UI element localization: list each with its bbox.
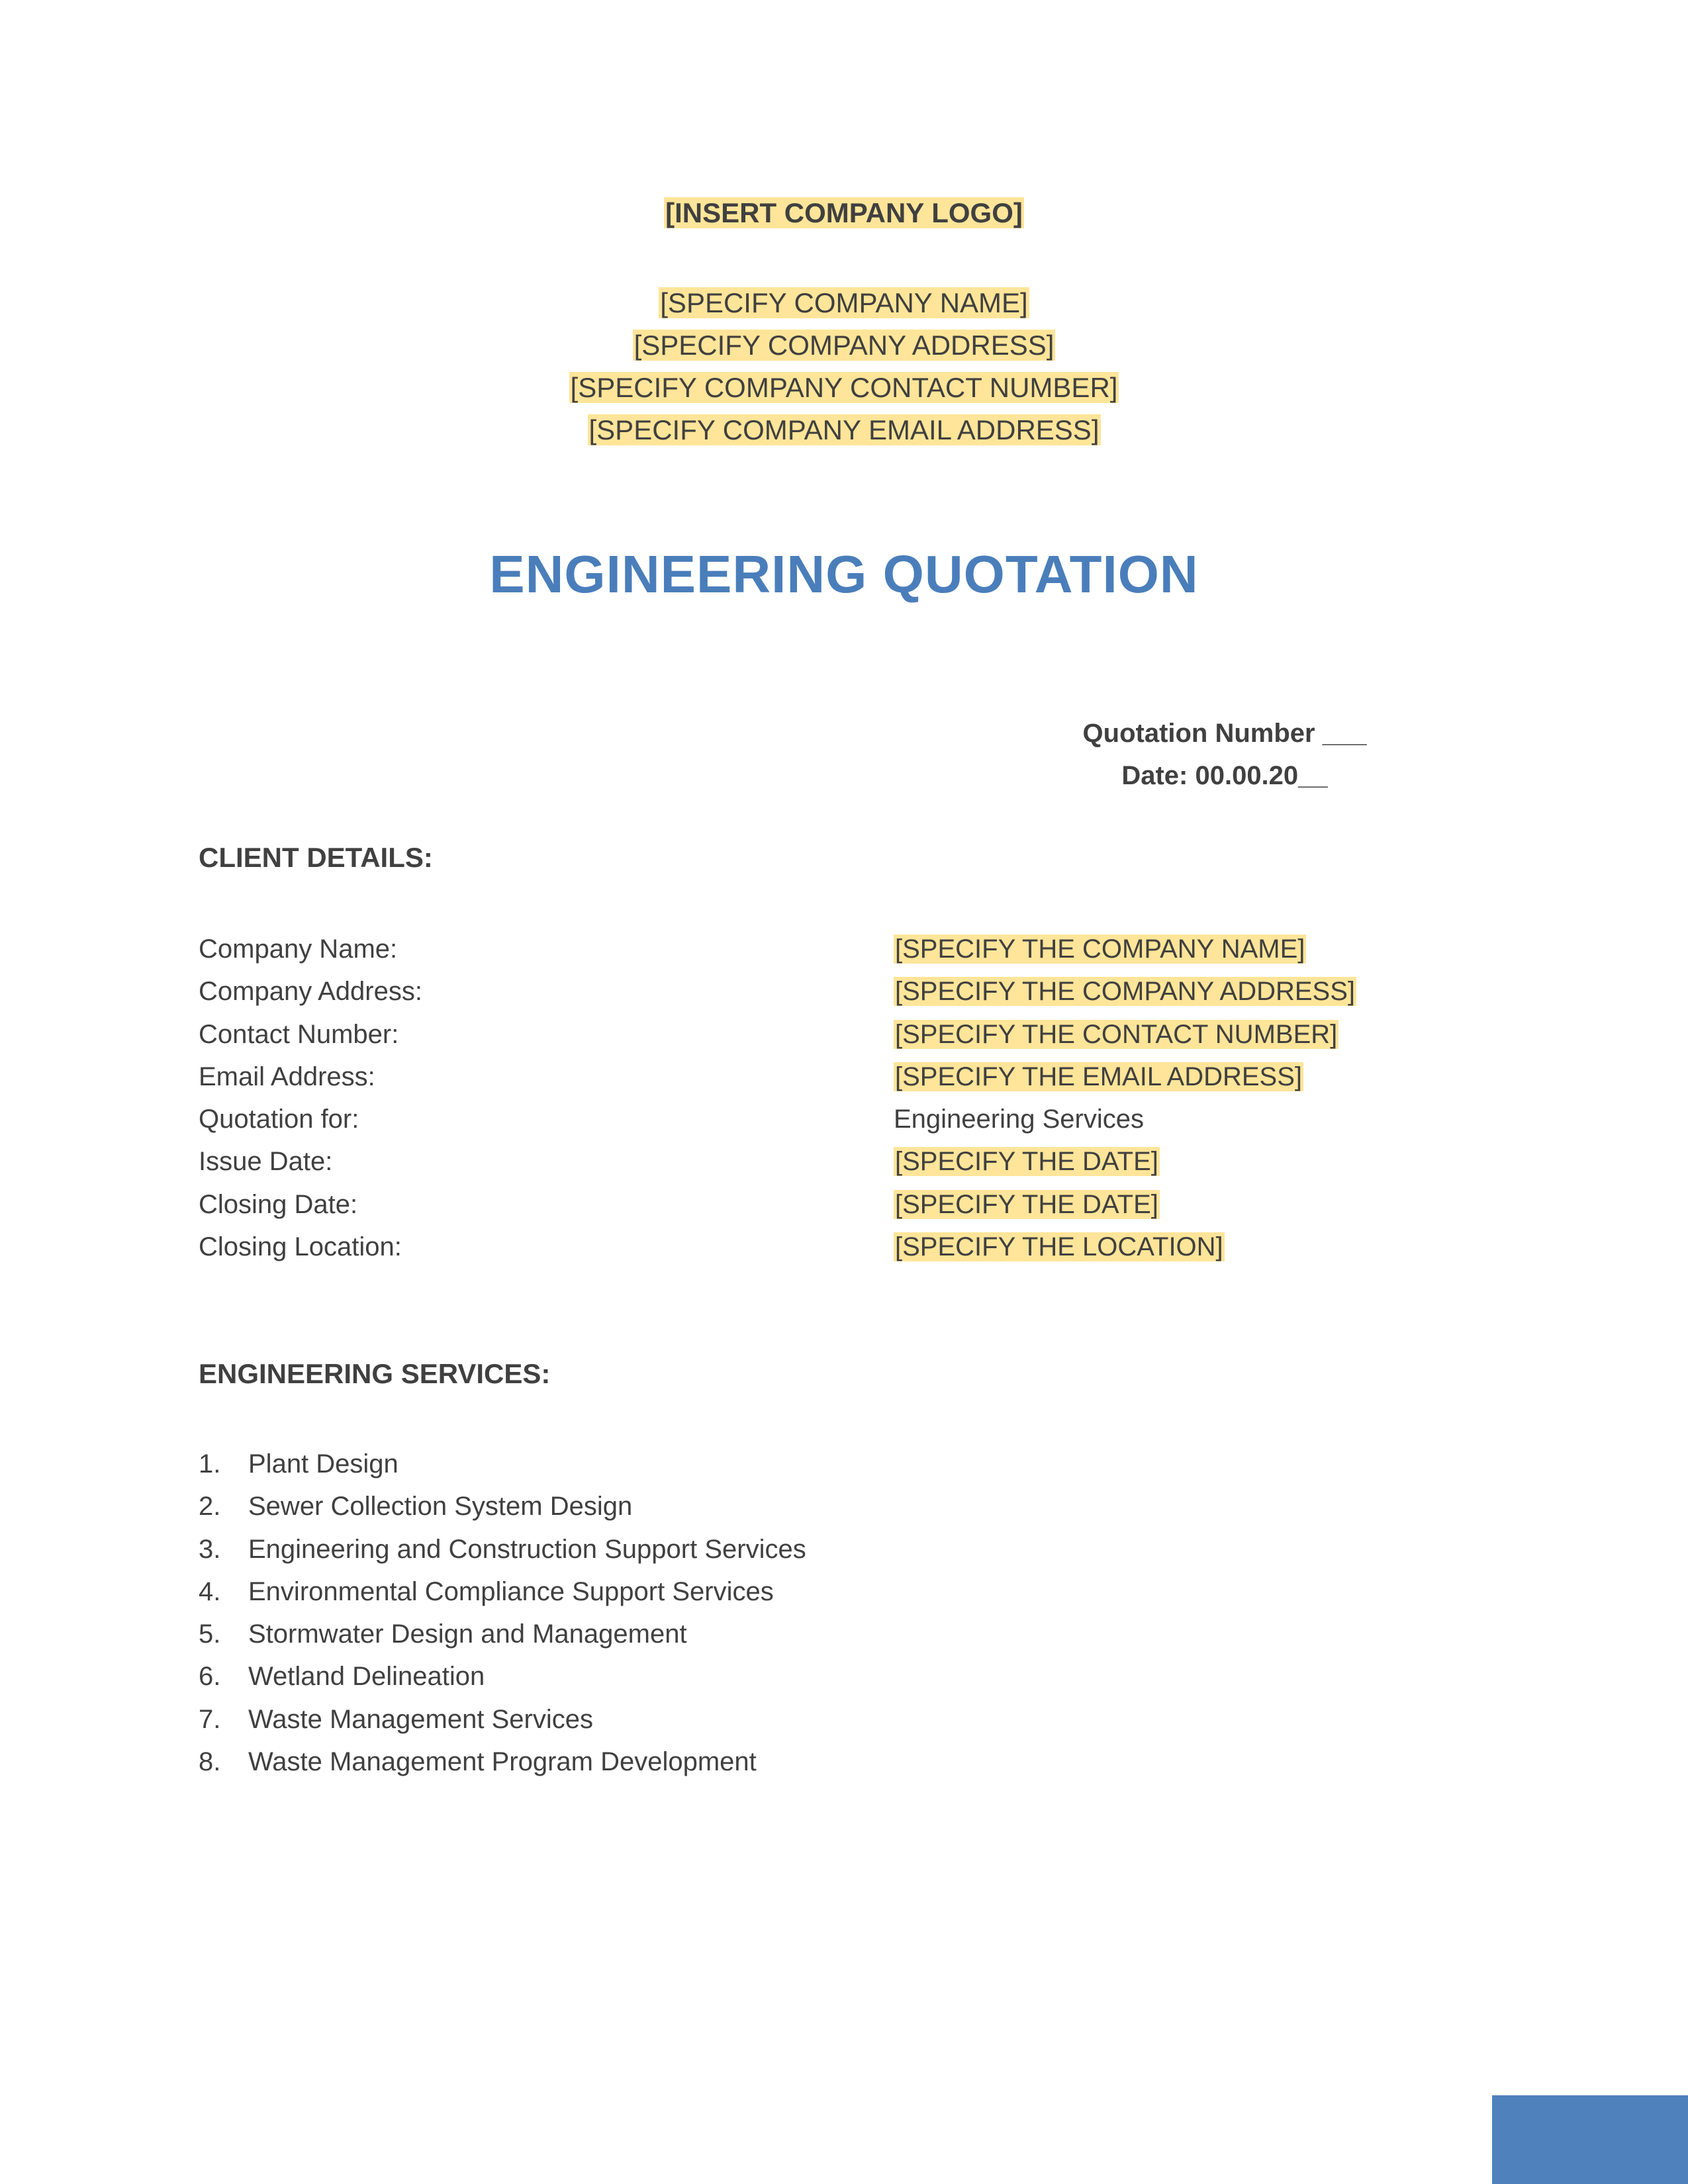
list-number: 3. <box>199 1534 221 1564</box>
list-number: 7. <box>199 1704 221 1734</box>
detail-label: Company Address: <box>199 977 422 1007</box>
detail-label: Quotation for: <box>199 1105 359 1134</box>
detail-value: [SPECIFY THE COMPANY NAME] <box>895 934 1305 964</box>
company-info <box>0 282 1688 451</box>
list-item <box>199 1613 806 1655</box>
list-item <box>199 1485 806 1527</box>
list-item <box>199 1443 806 1485</box>
quotation-meta <box>1059 712 1390 797</box>
company-email: [SPECIFY COMPANY EMAIL ADDRESS] <box>588 414 1100 445</box>
detail-row <box>199 1140 1356 1183</box>
detail-row <box>199 1183 1356 1226</box>
list-text: Sewer Collection System Design <box>248 1492 633 1522</box>
services-list <box>199 1443 806 1783</box>
list-text: Engineering and Construction Support Services <box>248 1534 806 1564</box>
detail-row <box>199 1013 1356 1056</box>
logo-placeholder-text: [INSERT COMPANY LOGO] <box>665 197 1023 228</box>
detail-row <box>199 928 1356 970</box>
detail-value: [SPECIFY THE DATE] <box>895 1147 1158 1177</box>
list-number: 1. <box>199 1449 221 1479</box>
quotation-number: Quotation Number ___ <box>1082 719 1367 748</box>
detail-value: [SPECIFY THE LOCATION] <box>895 1232 1223 1262</box>
list-item <box>199 1741 806 1783</box>
detail-label: Company Name: <box>199 934 398 964</box>
detail-value: [SPECIFY THE EMAIL ADDRESS] <box>895 1062 1302 1091</box>
page-title: ENGINEERING QUOTATION <box>489 545 1199 604</box>
list-text: Stormwater Design and Management <box>248 1619 687 1649</box>
client-details-heading: CLIENT DETAILS: <box>199 842 433 873</box>
detail-row <box>199 1226 1356 1268</box>
detail-value: [SPECIFY THE CONTACT NUMBER] <box>895 1019 1338 1049</box>
detail-row <box>199 1056 1356 1098</box>
list-number: 5. <box>199 1619 221 1649</box>
list-text: Waste Management Services <box>248 1704 593 1734</box>
list-item <box>199 1655 806 1698</box>
detail-label: Issue Date: <box>199 1147 333 1177</box>
detail-value: Engineering Services <box>894 1105 1144 1134</box>
list-text: Wetland Delineation <box>248 1662 485 1692</box>
list-text: Environmental Compliance Support Services <box>248 1576 774 1606</box>
detail-label: Closing Location: <box>199 1232 402 1262</box>
company-address: [SPECIFY COMPANY ADDRESS] <box>633 330 1055 361</box>
company-contact-number: [SPECIFY COMPANY CONTACT NUMBER] <box>570 372 1118 403</box>
detail-value: [SPECIFY THE DATE] <box>895 1189 1158 1219</box>
detail-label: Closing Date: <box>199 1189 358 1219</box>
company-name: [SPECIFY COMPANY NAME] <box>660 287 1028 318</box>
detail-row <box>199 970 1356 1013</box>
list-item <box>199 1698 806 1741</box>
list-number: 6. <box>199 1662 221 1692</box>
corner-decoration <box>1492 2095 1688 2184</box>
list-text: Plant Design <box>248 1449 399 1479</box>
list-number: 2. <box>199 1492 221 1522</box>
detail-label: Email Address: <box>199 1062 375 1091</box>
list-text: Waste Management Program Development <box>248 1747 757 1777</box>
services-heading: ENGINEERING SERVICES: <box>199 1358 551 1389</box>
list-item <box>199 1570 806 1613</box>
detail-label: Contact Number: <box>199 1019 399 1049</box>
list-number: 4. <box>199 1576 221 1606</box>
list-number: 8. <box>199 1747 221 1777</box>
client-details-table <box>199 928 1356 1268</box>
detail-row <box>199 1098 1356 1140</box>
quotation-date: Date: 00.00.20__ <box>1121 761 1328 790</box>
detail-value: [SPECIFY THE COMPANY ADDRESS] <box>895 977 1355 1007</box>
logo-placeholder <box>0 197 1688 229</box>
list-item <box>199 1528 806 1570</box>
